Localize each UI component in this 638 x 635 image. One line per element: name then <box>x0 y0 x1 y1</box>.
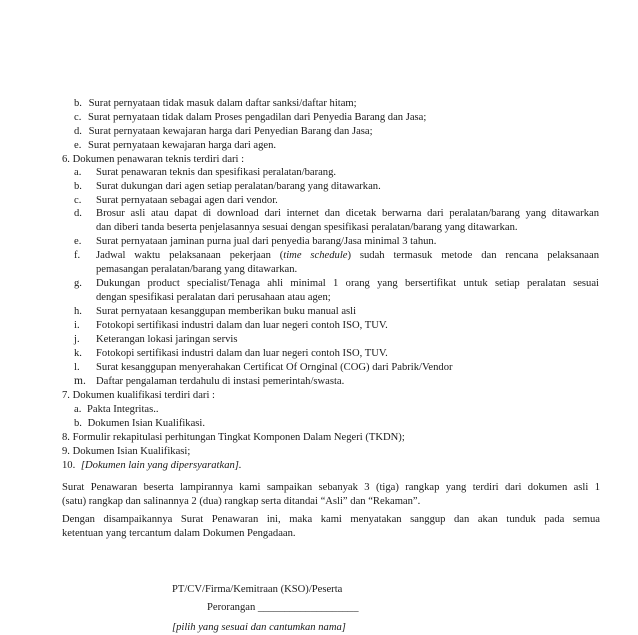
list-item-text: Brosur asli atau dapat di download dari internet dan dicetak berwarna dari peralatan/barang yang ditawarkan <box>96 208 599 219</box>
list-item-label: e. <box>74 140 82 151</box>
list-item-label: l. <box>74 362 80 373</box>
list-item-text: Fotokopi sertifikasi industri dalam dan luar negeri contoh ISO, TUV. <box>96 320 388 331</box>
list-item <box>74 139 276 153</box>
list-item-text: dengan spesifikasi peralatan dari perusahaan atau agen; <box>96 292 331 303</box>
section-heading-9: 9. Dokumen Isian Kualifikasi; <box>62 446 191 457</box>
list-item-label: f. <box>74 250 81 261</box>
list-item-text: Surat penawaran teknis dan spesifikasi peralatan/barang. <box>96 167 337 178</box>
list-item <box>74 417 205 431</box>
section-heading-10 <box>62 459 242 473</box>
list-item-text: Surat pernyataan jaminan purna jual dari penyedia barang/Jasa minimal 3 tahun. <box>96 236 437 247</box>
section-number: 10. <box>62 460 76 471</box>
list-item-text: Surat pernyataan kewajaran harga dari Penyedian Barang dan Jasa; <box>88 126 373 137</box>
paragraph-line: Surat Penawaran beserta lampirannya kami sampaikan sebanyak 3 (tiga) rangkap yang terdiri dari dokumen asli 1 <box>62 482 600 493</box>
list-item-label: b. <box>74 418 82 429</box>
signature-entity: PT/CV/Firma/Kemitraan (KSO)/Peserta <box>172 584 343 595</box>
section-text: [Dokumen lain yang dipersyaratkan]. <box>80 460 242 471</box>
list-item <box>74 97 357 111</box>
list-item-text: Dokumen Isian Kualifikasi. <box>87 418 205 429</box>
list-item-label: h. <box>74 306 82 317</box>
paragraph-line: Dengan disampaikannya Surat Penawaran ini, maka kami menyatakan sanggup dan akan tunduk pada semua <box>62 514 600 525</box>
list-item-text: Dukungan product specialist/Tenaga ahli minimal 1 orang yang bersertifikat untuk setiap peralatan sesuai <box>96 278 599 289</box>
list-item-text: Surat pernyataan tidak masuk dalam daftar sanksi/daftar hitam; <box>88 98 357 109</box>
text-segment: Jadwal waktu pelaksanaan pekerjaan ( <box>96 250 284 261</box>
list-item-text: Surat pernyataan kewajaran harga dari agen. <box>88 140 277 151</box>
list-item-label: a. <box>74 167 82 178</box>
paragraph-line: ketentuan yang tercantum dalam Dokumen Pengadaan. <box>62 528 296 539</box>
text-segment: ) sudah termasuk metode dan rencana pelaksanaan <box>347 250 600 261</box>
list-item-text <box>96 249 599 263</box>
section-heading-6: 6. Dokumen penawaran teknis terdiri dari : <box>62 154 245 165</box>
list-item-text: Fotokopi sertifikasi industri dalam dan luar negeri contoh ISO, TUV. <box>96 348 388 359</box>
list-item <box>74 403 159 417</box>
text-segment-italic: time schedule <box>283 250 348 261</box>
list-item-text: Surat pernyataan kesanggupan memberikan buku manual asli <box>96 306 357 317</box>
list-item <box>74 125 373 139</box>
section-heading-7: 7. Dokumen kualifikasi terdiri dari : <box>62 390 215 401</box>
list-item-label: c. <box>74 112 82 123</box>
list-item-label: c. <box>74 195 82 206</box>
list-item-text: Keterangan lokasi jaringan servis <box>96 334 238 345</box>
list-item-label: a. <box>74 404 82 415</box>
list-item-text: Pakta Integritas.. <box>87 404 159 415</box>
list-item-text: Surat dukungan dari agen setiap peralatan/barang yang ditawarkan. <box>96 181 381 192</box>
list-item <box>74 111 426 125</box>
list-item-label: g. <box>74 278 82 289</box>
list-item-text: Surat pernyataan sebagai agen dari vendor. <box>96 195 278 206</box>
list-item-label: b. <box>74 98 82 109</box>
section-heading-8: 8. Formulir rekapitulasi perhitungan Tingkat Komponen Dalam Negeri (TKDN); <box>62 432 405 443</box>
list-item-text: dan diberi tanda beserta penjelasannya sesuai dengan spesifikasi peralatan/barang yang ditawarkan. <box>96 222 518 233</box>
signature-perorangan: Perorangan ___________________ <box>207 602 359 613</box>
list-item-label: j. <box>74 334 80 345</box>
signature-note: [pilih yang sesuai dan cantumkan nama] <box>172 622 346 633</box>
list-item-label: m. <box>74 375 86 387</box>
list-item-text: Surat kesanggupan menyerahakan Certificat Of Ornginal (COG) dari Pabrik/Vendor <box>96 362 453 373</box>
list-item-text: Daftar pengalaman terdahulu di instasi pemerintah/swasta. <box>96 376 345 387</box>
list-item-text: pemasangan peralatan/barang yang ditawarkan. <box>96 264 298 275</box>
list-item-label: k. <box>74 348 82 359</box>
paragraph-line: (satu) rangkap dan salinannya 2 (dua) rangkap serta ditandai “Asli” dan “Rekaman”. <box>62 496 421 507</box>
list-item-label: e. <box>74 236 82 247</box>
list-item-text: Surat pernyataan tidak dalam Proses pengadilan dari Penyedia Barang dan Jasa; <box>88 112 427 123</box>
list-item-label: d. <box>74 126 82 137</box>
list-item-label: i. <box>74 320 80 331</box>
list-item-label: d. <box>74 208 82 219</box>
list-item-label: b. <box>74 181 82 192</box>
